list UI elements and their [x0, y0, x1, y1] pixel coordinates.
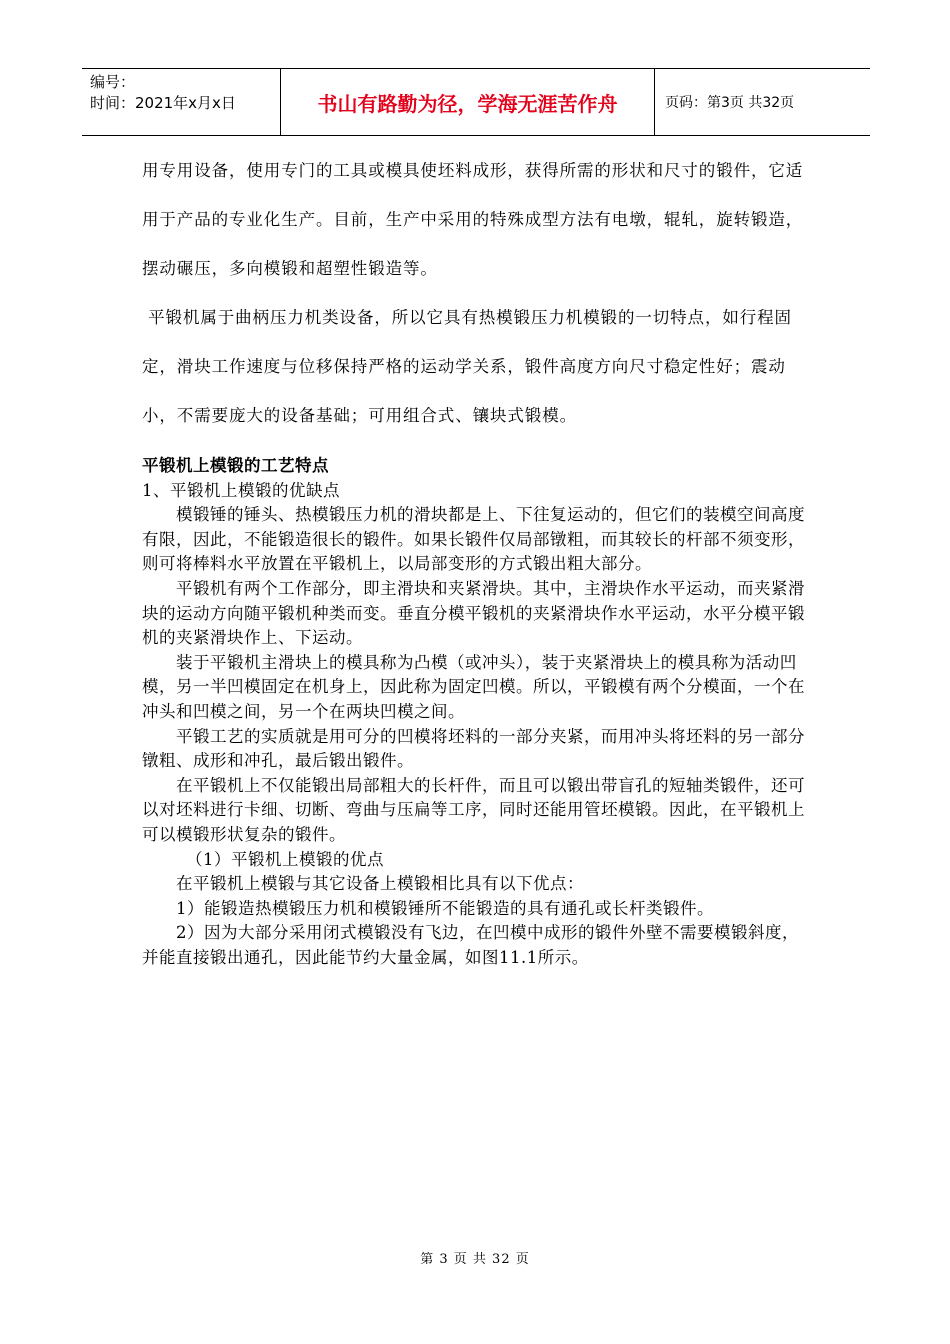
header-page-info: 页码：第3页 共32页 [665, 95, 795, 111]
list-item-1: 1）能锻造热模锻压力机和模锻锤所不能锻造的具有通孔或长杆类锻件。 [176, 898, 714, 918]
date-label: 时间：2021年x月x日 [90, 94, 236, 112]
list-item-2: 2）因为大部分采用闭式模锻没有飞边，在凹模中成形的锻件外壁不需要模锻斜度，并能直接锻出通孔，因此能节约大量金属，如图11.1所示。 [142, 923, 799, 967]
page-header [82, 68, 870, 136]
header-meta [82, 69, 281, 135]
paragraph-5: 装于平锻机主滑块上的模具称为凸模（或冲头），装于夹紧滑块上的模具称为活动凹模，另一半凹模固定在机身上，因此称为固定凹模。所以，平锻模有两个分模面，一个在冲头和凹模之间，另一个在两块凹模之间。 [142, 652, 805, 721]
page-footer: 第 3 页 共 32 页 [420, 1252, 530, 1267]
number-label: 编号： [90, 73, 136, 91]
header-motto: 书山有路勤为径，学海无涯苦作舟 [281, 69, 655, 135]
paragraph-6: 平锻工艺的实质就是用可分的凹模将坯料的一部分夹紧，而用冲头将坯料的另一部分镦粗、成形和冲孔，最后锻出锻件。 [142, 726, 805, 771]
paragraph-3: 模锻锤的锤头、热模锻压力机的滑块都是上、下往复运动的，但它们的装模空间高度有限，因此，不能锻造很长的锻件。如果长锻件仅局部镦粗，而其较长的杆部不须变形，则可将棒料水平放置在平锻机上，以局部变形的方式锻出粗大部分。 [142, 505, 805, 574]
paragraph-intro: 用专用设备，使用专门的工具或模具使坯料成形，获得所需的形状和尺寸的锻件，它适用于产品的专业化生产。目前，生产中采用的特殊成型方法有电墩，辊轧，旋转锻造，摆动碾压，多向模锻和超塑性锻造等。 [142, 161, 804, 278]
advantages-heading: （1）平锻机上模锻的优点 [186, 849, 384, 869]
section-heading: 平锻机上模锻的工艺特点 [142, 456, 329, 475]
paragraph-4: 平锻机有两个工作部分，即主滑块和夹紧滑块。其中，主滑块作水平运动，而夹紧滑块的运动方向随平锻机种类而变。垂直分模平锻机的夹紧滑块作水平运动，水平分模平锻机的夹紧滑块作上、下运动。 [142, 578, 805, 648]
section-subheading: 1、平锻机上模锻的优缺点 [142, 480, 340, 500]
paragraph-9: 在平锻机上模锻与其它设备上模锻相比具有以下优点： [176, 874, 584, 894]
paragraph-7: 在平锻机上不仅能锻出局部粗大的长杆件，而且可以锻出带盲孔的短轴类锻件，还可以对坯料进行卡细、切断、弯曲与压扁等工序，同时还能用管坯模锻。因此，在平锻机上可以模锻形状复杂的锻件。 [142, 775, 805, 844]
paragraph-press: 平锻机属于曲柄压力机类设备，所以它具有热模锻压力机模锻的一切特点，如行程固定，滑块工作速度与位移保持严格的运动学关系，锻件高度方向尺寸稳定性好；震动小，不需要庞大的设备基础；可用组合式、镶块式锻模。 [142, 308, 792, 425]
main-text [142, 454, 812, 970]
